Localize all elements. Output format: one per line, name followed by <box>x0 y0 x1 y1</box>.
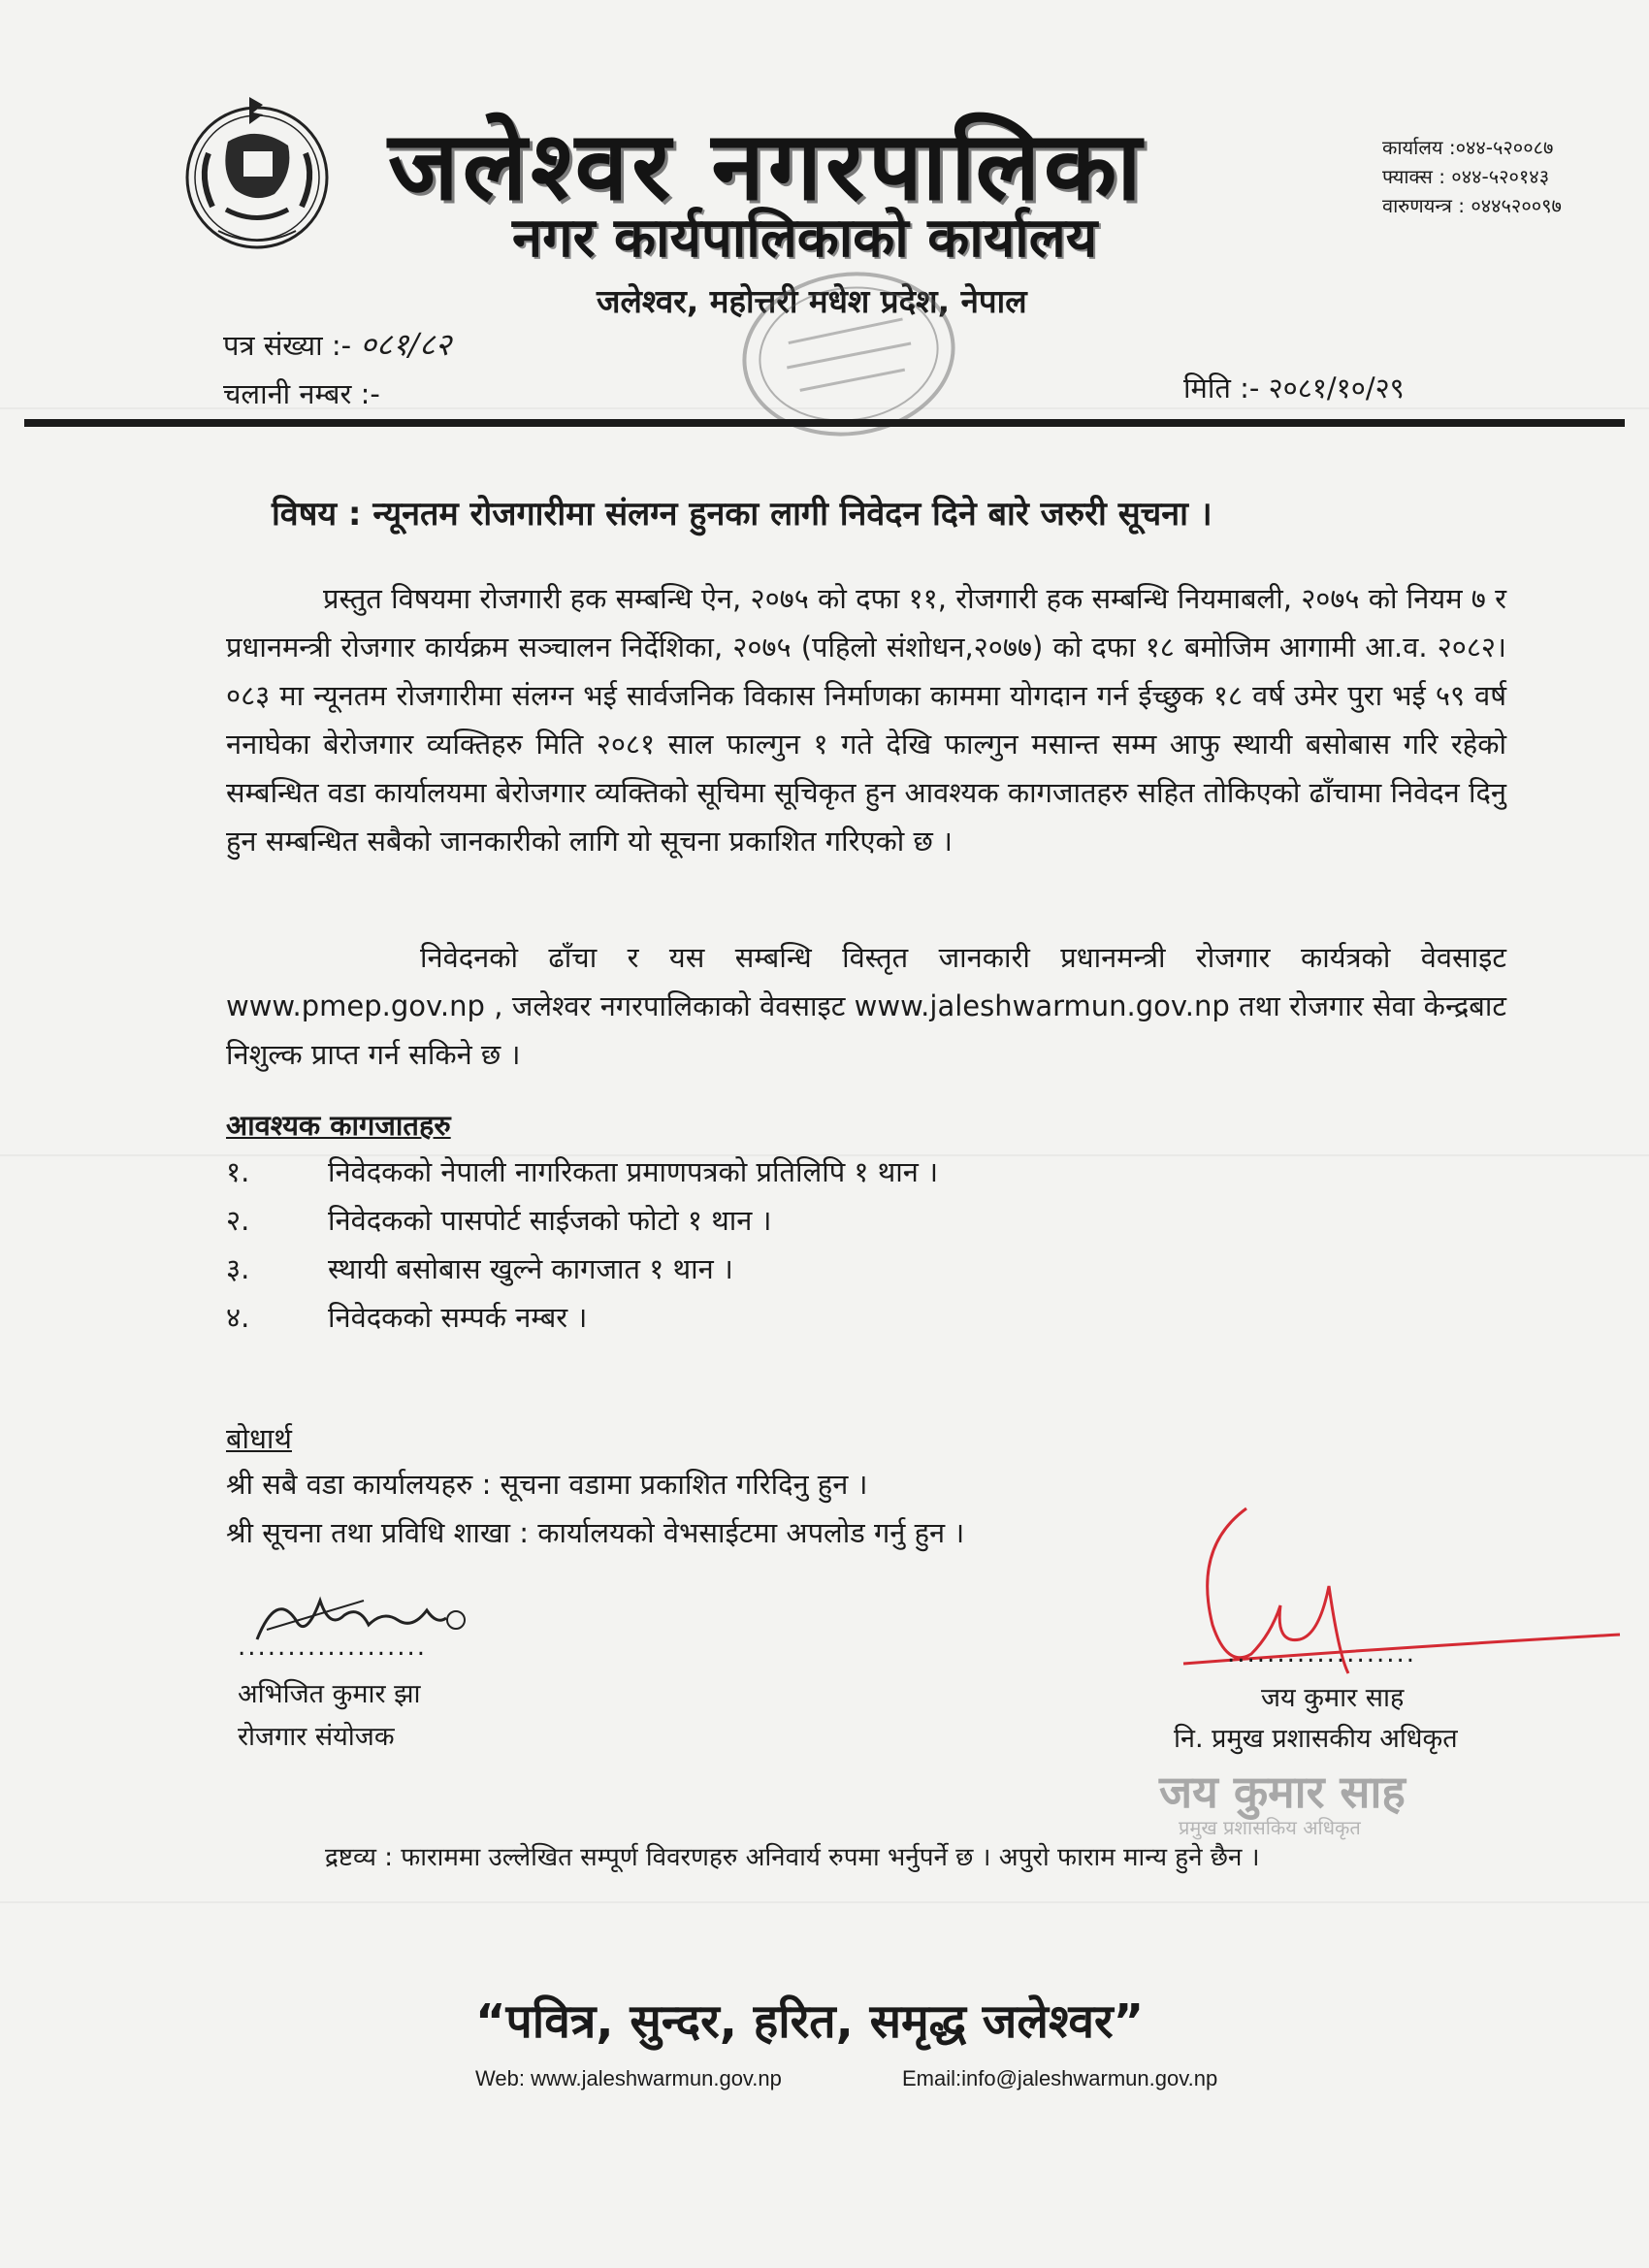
cc-item: श्री सूचना तथा प्रविधि शाखा : कार्यालयको वेभसाईटमा अपलोड गर्नु हुन । <box>226 1516 965 1549</box>
ref-label: पत्र संख्या :- <box>223 329 352 362</box>
office-address: जलेश्वर, महोत्तरी मधेश प्रदेश, नेपाल <box>597 282 1027 320</box>
nepal-emblem-icon <box>179 85 335 260</box>
list-item-number: ३. <box>226 1252 250 1285</box>
list-item-text: निवेदकको नेपाली नागरिकता प्रमाणपत्रको प्रतिलिपि १ थान । <box>328 1155 939 1188</box>
list-item <box>226 1148 938 1196</box>
letter-reference-block <box>223 320 451 418</box>
left-signatory-title: रोजगार संयोजक <box>238 1722 395 1752</box>
left-signatory <box>238 1673 421 1759</box>
dispatch-label: चलानी नम्बर :- <box>223 377 380 410</box>
date-block <box>1183 369 1405 406</box>
left-signatory-name: अभिजित कुमार झा <box>238 1679 421 1709</box>
footer-website: Web: www.jaleshwarmun.gov.np <box>475 2066 782 2090</box>
list-item-number: ४. <box>226 1301 250 1334</box>
body-paragraph-1-text: प्रस्तुत विषयमा रोजगारी हक सम्बन्धि ऐन, २०७५ को दफा ११, रोजगारी हक सम्बन्धि नियमाबली, २०७५ को नियम ७ र प्रधानमन्त्री रोजगार कार्यक्रम सञ्चालन निर्देशिका, २०७५ (पहिलो संशोधन,२०७७) को दफा १८ बमोजिम आगामी आ.व. २०८२।०८३ मा न्यूनतम रोजगारीमा संलग्न भई सार्वजनिक विकास निर्माणका काममा योगदान गर्न ईच्छुक १८ वर्ष उमेर पुरा भई ५९ वर्ष ननाघेका बेरोजगार व्यक्तिहरु मिति २०८१ साल फाल्गुन १ गते देखि फाल्गुन मसान्त सम्म आफु स्थायी बसोबास गरि रहेको सम्बन्धित वडा कार्यालयमा बेरोजगार व्यक्तिको सूचिमा सूचिकृत हुन आवश्यक कागजातहरु सहित तोकिएको ढाँचामा निवेदन दिनु हुन सम्बन्धित सबैको जानकारीको लागि यो सूचना प्रकाशित गरिएको छ । <box>226 582 1506 858</box>
body-paragraph-1 <box>226 574 1506 865</box>
footer-slogan: “पवित्र, सुन्दर, हरित, समृद्ध जलेश्वर” <box>475 1994 1145 2049</box>
name-stamp-subtitle: प्रमुख प्रशासकिय अधिकृत <box>1179 1816 1361 1839</box>
list-item-text: निवेदकको सम्पर्क नम्बर । <box>328 1301 588 1334</box>
right-signatory-title: नि. प्रमुख प्रशासकीय अधिकृत <box>1174 1724 1458 1754</box>
office-name: जलेश्वर नगरपालिका <box>388 112 1146 222</box>
list-item <box>226 1196 938 1245</box>
documents-list <box>226 1148 938 1342</box>
header-divider <box>24 419 1625 427</box>
list-item <box>226 1293 938 1342</box>
list-item-text: स्थायी बसोबास खुल्ने कागजात १ थान । <box>328 1252 733 1285</box>
ref-value: ०८१/८२ <box>360 326 452 363</box>
contact-fax: फ्याक्स : ०४४-५२०१४३ <box>1382 165 1550 188</box>
body-paragraph-2 <box>226 933 1506 1079</box>
date-label: मिति :- <box>1183 372 1260 405</box>
cc-list <box>226 1460 964 1557</box>
list-item-number: १. <box>226 1155 250 1188</box>
list-item <box>226 1245 938 1293</box>
cc-heading: बोधार्थ <box>226 1422 292 1455</box>
body-paragraph-2-text: निवेदनको ढाँचा र यस सम्बन्धि विस्तृत जानकारी प्रधानमन्त्री रोजगार कार्यत्रको वेवसाइट www.pmep.gov.np , जलेश्वर नगरपालिकाको वेवसाइट www.jaleshwarmun.gov.np तथा रोजगार सेवा केन्द्रबाट निशुल्क प्राप्त गर्न सकिने छ । <box>226 941 1506 1071</box>
footer-email: Email:info@jaleshwarmun.gov.np <box>902 2066 1218 2090</box>
list-item-text: निवेदकको पासपोर्ट साईजको फोटो १ थान । <box>328 1204 772 1237</box>
documents-heading: आवश्यक कागजातहरु <box>226 1109 451 1142</box>
contact-office-phone: कार्यालय :०४४-५२००८७ <box>1382 136 1554 159</box>
cc-item: श्री सबै वडा कार्यालयहरु : सूचना वडामा प्रकाशित गरिदिनु हुन । <box>226 1468 868 1501</box>
paper-crease <box>0 1901 1649 1903</box>
right-signature-line: ................... <box>1227 1639 1417 1669</box>
list-item-number: २. <box>226 1204 250 1237</box>
date-value: २०८१/१०/२९ <box>1268 372 1405 405</box>
right-signatory-name: जय कुमार साह <box>1261 1683 1405 1713</box>
office-subtitle: नगर कार्यपालिकाको कार्यालय <box>512 207 1098 270</box>
contact-fire-brigade: वारुणयन्त्र : ०४४५२००९७ <box>1382 194 1562 217</box>
name-stamp: जय कुमार साह <box>1159 1766 1406 1818</box>
left-signature-line: ................... <box>238 1633 428 1662</box>
note-text: द्रष्टव्य : फाराममा उल्लेखित सम्पूर्ण विवरणहरु अनिवार्य रुपमा भर्नुपर्ने छ । अपुरो फाराम मान्य हुने छैन । <box>325 1843 1260 1872</box>
contact-block <box>1382 133 1562 220</box>
letter-subject: विषय : न्यूनतम रोजगारीमा संलग्न हुनका लागी निवेदन दिने बारे जरुरी सूचना । <box>272 495 1212 534</box>
